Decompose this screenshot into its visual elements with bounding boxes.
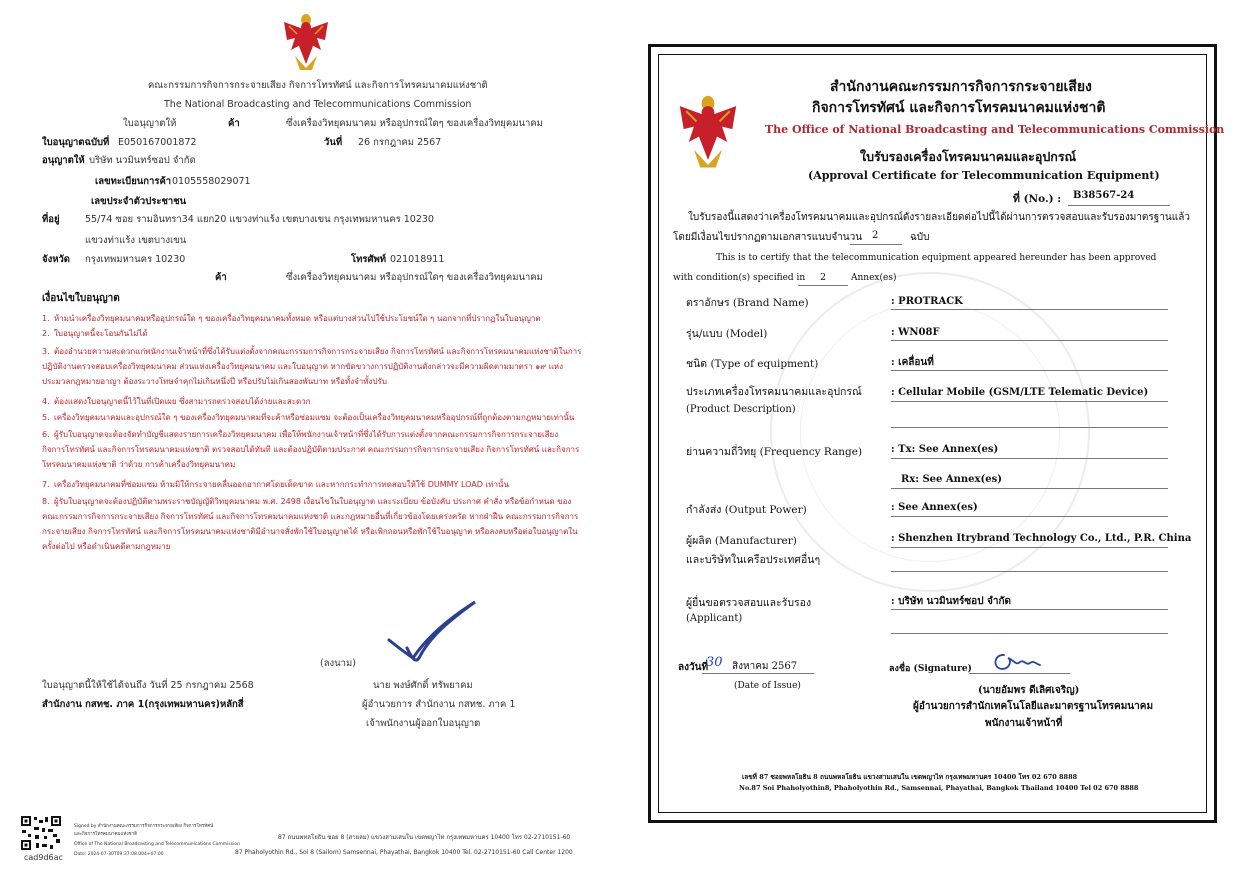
signature-underline (969, 673, 1070, 674)
valid-until: ใบอนุญาตนี้ให้ใช้ได้จนถึง วันที่ 25 กรกฎาคม 2568 (42, 680, 254, 691)
cert-title-th-1: สำนักงานคณะกรรมการกิจการกระจายเสียง (830, 79, 1092, 95)
product-desc-label-en: (Product Description) (686, 404, 796, 415)
condition-item: 4. ต้องแสดงใบอนุญาตนี้ไว้ในที่เปิดเผย ซึ่งสามารถตรวจสอบได้ง่ายและสะดวก (42, 397, 311, 406)
model-label: รุ่น/แบบ (Model) (686, 328, 768, 340)
frequency-tx-value: : Tx: See Annex(es) (891, 444, 999, 455)
grant-type-2: ค้า (215, 272, 227, 283)
model-value: : WN08F (891, 327, 940, 338)
address-label: ที่อยู่ (42, 214, 60, 225)
cert-footer-en: No.87 Soi Phaholyothin8, Phaholyothin Rd., Samsennai, Phayathai, Bangkok Thailand 10400 Tel 02 670 8888 (739, 784, 1139, 792)
reg-no: 0105558029071 (172, 176, 251, 187)
manufacturer-affiliates-label: และบริษัทในเครือประเทศอื่นๆ (686, 554, 821, 566)
left-footer-th: 87 ถนนพหลโยธิน ซอย 8 (สายลม) แขวงสามเสนใน เขตพญาไท กรุงเทพมหานคร 10400 โทร 02-2710151-60 (278, 834, 571, 841)
field-underline (891, 340, 1168, 341)
issue-date-label: ลงวันที่ (678, 662, 709, 673)
condition-item: 2. ใบอนุญาตนี้จะโอนกันไม่ได้ (42, 329, 148, 338)
province: กรุงเทพมหานคร 10230 (85, 254, 186, 265)
cert-no-underline (1068, 205, 1170, 206)
field-underline (891, 488, 1168, 489)
phone: 021018911 (390, 254, 445, 265)
field-underline (891, 458, 1168, 459)
cert-no-label: ที่ (No.) : (1013, 193, 1062, 205)
equipment-type-value: : เคลื่อนที่ (891, 357, 934, 368)
field-underline (891, 427, 1168, 428)
intro-th-count: 2 (872, 230, 879, 241)
license-no-label: ใบอนุญาตฉบับที่ (42, 137, 110, 148)
qr-code-icon (20, 815, 62, 851)
grant-label: ใบอนุญาตให้ (123, 118, 177, 129)
frequency-label: ย่านความถี่วิทยุ (Frequency Range) (686, 446, 863, 458)
licensee: บริษัท นวมินทร์ซอป จำกัด (89, 155, 196, 166)
signed-label: (ลงนาม) (320, 658, 356, 669)
licensee-label: อนุญาตให้ (42, 155, 85, 166)
qr-code-text: cad9d6ac (24, 853, 63, 862)
garuda-emblem-icon (281, 12, 331, 74)
header-th: คณะกรรมการกิจการกระจายเสียง กิจการโทรทัศน์ และกิจการโทรคมนาคมแห่งชาติ (148, 80, 488, 91)
issue-date-caption: (Date of Issue) (734, 681, 801, 691)
signed-by-line-2: และกิจการโทรคมนาคมแห่งชาติ (74, 832, 138, 837)
intro-en-2b: Annex(es) (851, 273, 897, 283)
signatory-title: ผู้อำนวยการสำนักเทคโนโลยีและมาตรฐานโทรคมนาคม (913, 701, 1154, 712)
id-label: เลขประจำตัวประชาชน (91, 196, 187, 207)
condition-item: 6. ผู้รับใบอนุญาตจะต้องจัดทำบัญชีแสดงรายการเครื่องวิทยุคมนาคม เพื่อให้พนักงานเจ้าหน้าที่ซึ่งได้รับการแต่งตั้งจากคณะกรรมการกิจการกระจายเสียง กิจการโทรทัศน์ และกิจการโทรคมนาคมแห่งชาติ ตรวจสอบได้ทันที และต้องปฏิบัติตามประกาศ คณะกรรมการกิจการกระจายเสียง กิจการโทรทัศน์ และกิจการโทรคมนาคมแห่งชาติ ว่าด้วย การค้าเครื่องวิทยุคมนาคม (42, 430, 580, 469)
grant-type: ค้า (228, 118, 240, 129)
header-en: The National Broadcasting and Telecommunications Commission (164, 99, 472, 110)
signed-by-line-1: Signed by สำนักงานคณะกรรมการกิจการกระจายเสียง กิจการโทรทัศน์ (74, 824, 214, 829)
intro-en-count-underline (798, 285, 848, 286)
applicant-label: ผู้ยื่นขอตรวจสอบและรับรอง (686, 597, 812, 609)
signed-date: Date: 2024-07-30T09:37:08.004+07:00 (74, 852, 164, 857)
field-underline (891, 401, 1168, 402)
address-line-1: 55/74 ซอย รามอินทรา34 แยก20 แขวงท่าแร้ง เขตบางเขน กรุงเทพมหานคร 10230 (85, 214, 434, 225)
field-underline (891, 609, 1168, 610)
date-label: วันที่ (324, 137, 343, 148)
cert-title-th-2: กิจการโทรทัศน์ และกิจการโทรคมนาคมแห่งชาติ (812, 100, 1106, 116)
signatory-role: พนักงานเจ้าหน้าที่ (985, 718, 1063, 729)
manufacturer-value: : Shenzhen Itrybrand Technology Co., Ltd., P.R. China (891, 533, 1192, 544)
output-power-value: : See Annex(es) (891, 502, 978, 513)
watermark-seal-inner-icon (800, 302, 1060, 562)
phone-label: โทรศัพท์ (351, 254, 387, 265)
signatory-name: (นายอัมพร ดีเลิศเจริญ) (978, 685, 1080, 696)
product-desc-value: : Cellular Mobile (GSM/LTE Telematic Device) (891, 387, 1149, 398)
date-value: 26 กรกฎาคม 2567 (358, 137, 442, 148)
product-desc-label: ประเภทเครื่องโทรคมนาคมและอุปกรณ์ (686, 386, 862, 398)
equipment-type-label: ชนิด (Type of equipment) (686, 358, 819, 370)
field-underline (891, 547, 1168, 548)
field-underline (891, 309, 1168, 310)
official-signature-icon (990, 650, 1042, 674)
grant-desc: ซึ่งเครื่องวิทยุคมนาคม หรืออุปกรณ์ใดๆ ของเครื่องวิทยุคมนาคม (286, 118, 543, 129)
intro-th-2b: ฉบับ (910, 232, 930, 243)
signer-name: นาย พงษ์ศักดิ์ ทรัพยาคม (373, 680, 473, 691)
cert-no-value: B38567-24 (1073, 190, 1135, 201)
grant-desc-2: ซึ่งเครื่องวิทยุคมนาคม หรืออุปกรณ์ใดๆ ของเครื่องวิทยุคมนาคม (286, 272, 543, 283)
intro-th-count-underline (850, 244, 902, 245)
condition-item: 8. ผู้รับใบอนุญาตจะต้องปฏิบัติตามพระราชบัญญัติวิทยุคมนาคม พ.ศ. 2498 เงื่อนไขในใบอนุญาต และระเบียบ ข้อบังคับ ประกาศ คำสั่ง หรือข้อกำหนด ของคณะกรรมการกิจการกระจายเสียง กิจการโทรทัศน์ และกิจการโทรคมนาคมแห่งชาติ และกฎหมายอื่นที่เกี่ยวข้องโดยเคร่งครัด หากฝ่าฝืน คณะกรรมการกิจการกระจายเสียง กิจการโทรทัศน์ และกิจการโทรคมนาคมแห่งชาติมีอำนาจสั่งพักใช้ใบอนุญาตได้ หรือเพิกถอนหรือพักใช้ใบอนุญาต หรือลงลบหรือต่อใบอนุญาตในครั้งต่อไป หรือดำเนินคดีตามกฎหมาย (42, 497, 579, 551)
field-underline (891, 516, 1168, 517)
condition-item: 5. เครื่องวิทยุคมนาคมและอุปกรณ์ใด ๆ ของเครื่องวิทยุคมนาคมที่จะค้าหรือซ่อมแซม จะต้องเป็นเครื่องวิทยุคมนาคมหรืออุปกรณ์ที่ถูกต้องตามกฎหมายเท่านั้น (42, 413, 575, 422)
frequency-rx-value: Rx: See Annex(es) (901, 474, 1002, 485)
certificate-garuda-icon (676, 92, 740, 174)
signed-by-line-3: Office of The National Broadcasting and Telecommunications Commission (74, 842, 240, 847)
field-underline (891, 370, 1168, 371)
intro-en-count: 2 (820, 272, 827, 283)
output-power-label: กำลังส่ง (Output Power) (686, 504, 807, 516)
director-signature-icon (385, 598, 480, 668)
manufacturer-label: ผู้ผลิต (Manufacturer) (686, 535, 797, 547)
intro-th-1: ใบรับรองนี้แสดงว่าเครื่องโทรคมนาคมและอุปกรณ์ดังรายละเอียดต่อไปนี้ได้ผ่านการตรวจสอบและรับรองมาตรฐานแล้ว (688, 212, 1190, 223)
issue-day: 30 (706, 655, 723, 670)
reg-label: เลขทะเบียนการค้า (95, 176, 172, 187)
intro-en-1: This is to certify that the telecommunication equipment appeared hereunder has been approved (716, 253, 1157, 263)
intro-th-2a: โดยมีเงื่อนไขปรากฏตามเอกสารแนบจำนวน (673, 232, 863, 243)
cert-name-en: (Approval Certificate for Telecommunication Equipment) (808, 169, 1160, 182)
address-line-2: แขวงท่าแร้ง เขตบางเขน (85, 235, 187, 246)
signer-role: เจ้าพนักงานผู้ออกใบอนุญาต (366, 718, 481, 729)
applicant-label-en: (Applicant) (686, 613, 743, 624)
signer-title: ผู้อำนวยการ สำนักงาน กสทช. ภาค 1 (362, 699, 516, 710)
license-page (0, 0, 620, 878)
issuing-office: สำนักงาน กสทช. ภาค 1(กรุงเทพมหานคร)หลักสี่ (42, 699, 244, 710)
condition-item: 1. ห้ามนำเครื่องวิทยุคมนาคมหรืออุปกรณ์ใด ๆ ของเครื่องวิทยุคมนาคมทั้งหมด หรือแต่บางส่วนไปใช้ประโยชน์ใด ๆ นอกจากที่ปรากฏในใบอนุญาต (42, 314, 541, 323)
condition-item: 3. ต้องอำนวยความสะดวกแก่พนักงานเจ้าหน้าที่ซึ่งได้รับแต่งตั้งจากคณะกรรมการกิจการกระจายเสียง กิจการโทรทัศน์ และกิจการโทรคมนาคมแห่งชาติในการปฏิบัติงานตรวจสอบเครื่องวิทยุคมนาคม ส่วนแห่งเครื่องวิทยุคมนาคม และใบอนุญาต หากขัดขวางการปฏิบัติงานดังกล่าวจะมีความผิดตามมาตรา ๑๙ แห่งประมวลกฎหมายอาญา ต้องระวางโทษจำคุกไม่เกินหนึ่งปี หรือปรับไม่เกินสองพันบาท หรือทั้งจำทั้งปรับ (42, 347, 582, 386)
cert-title-en: The Office of National Broadcasting and Telecommunications Commission (765, 123, 1225, 136)
province-label: จังหวัด (42, 254, 70, 265)
left-footer-en: 87 Phaholyothin Rd., Soi 8 (Sailom) Samsennai, Phayathai, Bangkok 10400 Tel. 02-2710151-60 Call Center 1200 (235, 849, 573, 856)
cert-footer-th: เลขที่ 87 ซอยพหลโยธิน 8 ถนนพหลโยธิน แขวงสามเสนใน เขตพญาไท กรุงเทพมหานคร 10400 โทร 02 670 8888 (742, 773, 1078, 781)
brand-value: : PROTRACK (891, 296, 963, 307)
brand-label: ตราอักษร (Brand Name) (686, 297, 809, 309)
field-underline (891, 633, 1168, 634)
issue-month-year: สิงหาคม 2567 (732, 661, 798, 672)
license-no: E050167001872 (118, 137, 197, 148)
applicant-value: : บริษัท นวมินทร์ซอป จำกัด (891, 596, 1012, 607)
cert-name-th: ใบรับรองเครื่องโทรคมนาคมและอุปกรณ์ (860, 149, 1077, 164)
conditions-title: เงื่อนไขใบอนุญาต (42, 293, 120, 304)
issue-date-underline (702, 673, 814, 674)
field-underline (891, 571, 1168, 572)
intro-en-2a: with condition(s) specified in (673, 273, 806, 283)
condition-item: 7. เครื่องวิทยุคมนาคมที่ซ่อมแซม ห้ามมิให้กระจายคลื่นออกอากาศโดยเด็ดขาด และหากกระทำการทดสอบให้ใช้ DUMMY LOAD เท่านั้น (42, 480, 509, 489)
signature-label: ลงชื่อ (Signature) (889, 664, 972, 674)
